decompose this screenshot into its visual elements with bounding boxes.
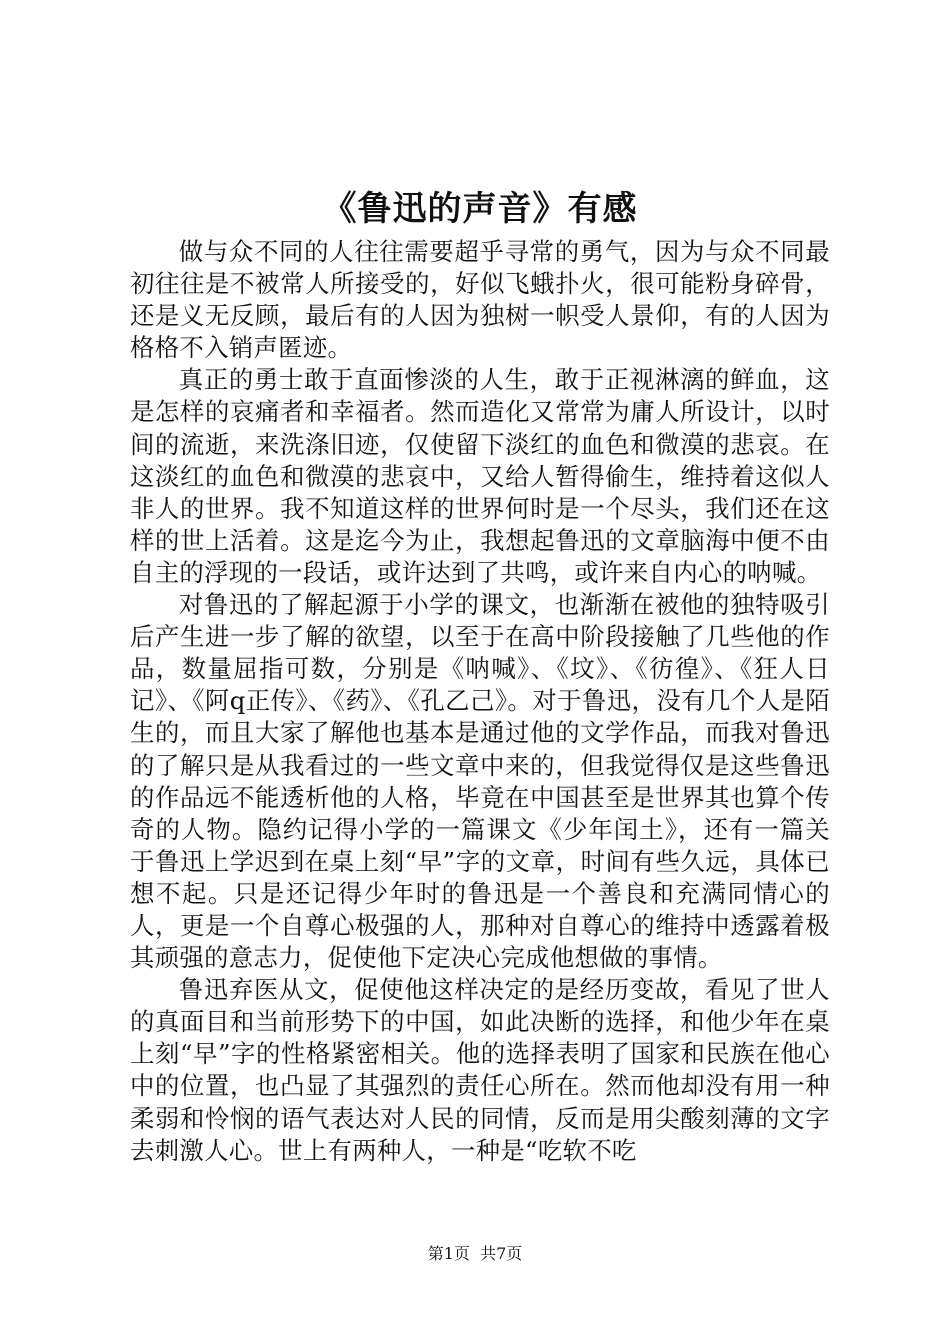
document-body	[130, 236, 830, 1167]
page-total: 共7页	[480, 1244, 523, 1263]
paragraph-4: 鲁迅弃医从文，促使他这样决定的是经历变故，看见了世人的真面目和当前形势下的中国，如此决断的选择，和他少年在桌上刻“早”字的性格紧密相关。他的选择表明了国家和民族在他心中的位置，也凸显了其强烈的责任心所在。然而他却没有用一种柔弱和怜悯的语气表达对人民的同情，反而是用尖酸刻薄的文字去刺激人心。世上有两种人，一种是“吃软不吃	[130, 975, 830, 1165]
paragraph-3: 对鲁迅的了解起源于小学的课文，也渐渐在被他的独特吸引后产生进一步了解的欲望，以至于在高中阶段接触了几些他的作品，数量屈指可数，分别是《呐喊》、《坟》、《彷徨》、《狂人日记》、《阿q正传》、《药》、《孔乙己》。对于鲁迅，没有几个人是陌生的，而且大家了解他也基本是通过他的文学作品，而我对鲁迅的了解只是从我看过的一些文章中来的，但我觉得仅是这些鲁迅的作品远不能透析他的人格，毕竟在中国甚至是世界其也算个传奇的人物。隐约记得小学的一篇课文《少年闰土》，还有一篇关于鲁迅上学迟到在桌上刻“早”字的文章，时间有些久远，具体已想不起。只是还记得少年时的鲁迅是一个善良和充满同情心的人，更是一个自尊心极强的人，那种对自尊心的维持中透露着极其顽强的意志力，促使他下定决心完成他想做的事情。	[130, 590, 830, 973]
page-footer	[0, 1243, 950, 1265]
document-title: 《鲁迅的声音》有感	[322, 189, 638, 229]
paragraph-1: 做与众不同的人往往需要超乎寻常的勇气，因为与众不同最初往往是不被常人所接受的，好似飞蛾扑火，很可能粉身碎骨，还是义无反顾，最后有的人因为独树一帜受人景仰，有的人因为格格不入销声匿迹。	[130, 237, 830, 363]
paragraph-2: 真正的勇士敢于直面惨淡的人生，敢于正视淋漓的鲜血，这是怎样的哀痛者和幸福者。然而造化又常常为庸人所设计，以时间的流逝，来洗涤旧迹，仅使留下淡红的血色和微漠的悲哀。在这淡红的血色和微漠的悲哀中，又给人暂得偷生，维持着这似人非人的世界。我不知道这样的世界何时是一个尽头，我们还在这样的世上活着。这是迄今为止，我想起鲁迅的文章脑海中便不由自主的浮现的一段话，或许达到了共鸣，或许来自内心的呐喊。	[130, 365, 830, 587]
page-number: 第1页	[427, 1244, 470, 1263]
